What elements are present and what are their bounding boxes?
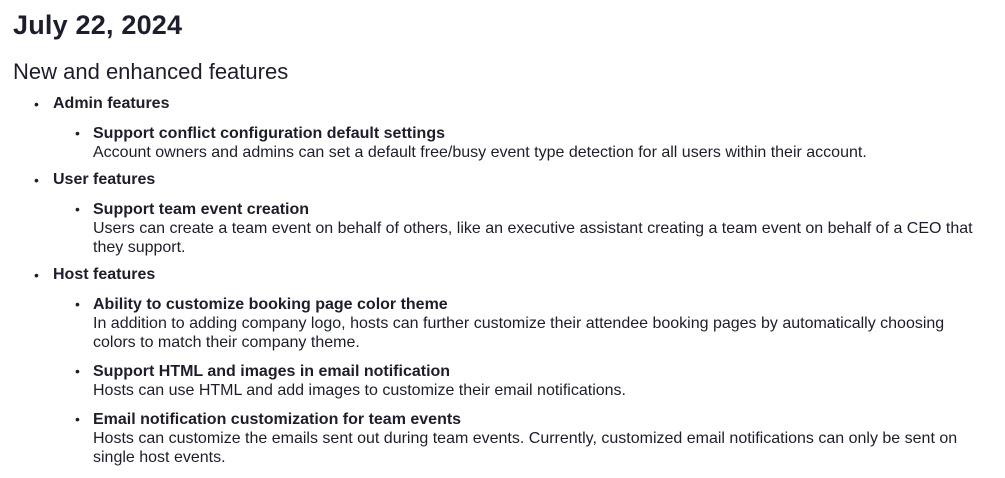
- category-label: Admin features: [53, 95, 170, 112]
- feature-item-list: [53, 295, 1005, 467]
- bullet-icon: •: [75, 411, 80, 427]
- category-label: User features: [53, 171, 156, 188]
- feature-item-title: Support HTML and images in email notification: [93, 363, 451, 380]
- feature-item: [53, 410, 1005, 467]
- feature-item: [53, 362, 1005, 400]
- release-date-title: July 22, 2024: [13, 10, 183, 40]
- feature-item: [53, 124, 1005, 162]
- category-user-features: [13, 170, 1005, 257]
- section-heading: New and enhanced features: [13, 59, 289, 84]
- feature-item-title: Email notification customization for team events: [93, 411, 462, 428]
- feature-item-title: Support conflict configuration default settings: [93, 125, 445, 142]
- feature-item-description: Hosts can use HTML and add images to customize their email notifications.: [93, 382, 626, 399]
- bullet-icon: •: [75, 125, 80, 141]
- bullet-icon: •: [34, 267, 39, 283]
- category-admin-features: [13, 94, 1005, 162]
- feature-item-title: Support team event creation: [93, 201, 310, 218]
- bullet-icon: •: [34, 172, 39, 188]
- feature-item-description: Account owners and admins can set a default free/busy event type detection for all users within their account.: [93, 144, 867, 161]
- feature-item: [53, 295, 1005, 352]
- bullet-icon: •: [75, 296, 80, 312]
- category-host-features: [13, 265, 1005, 467]
- feature-item-description: Hosts can customize the emails sent out during team events. Currently, customized email notifications can only be sent on single host events.: [93, 430, 958, 466]
- feature-item-description: Users can create a team event on behalf of others, like an executive assistant creating a team event on behalf of a CEO that they support.: [93, 220, 973, 256]
- feature-item-description: In addition to adding company logo, hosts can further customize their attendee booking pages by automatically choosing colors to match their company theme.: [93, 315, 945, 351]
- feature-item-title: Ability to customize booking page color theme: [93, 296, 448, 313]
- feature-item-list: [53, 124, 1005, 162]
- bullet-icon: •: [75, 201, 80, 217]
- feature-category-list: [13, 94, 1005, 467]
- feature-item: [53, 200, 1005, 257]
- bullet-icon: •: [34, 96, 39, 112]
- category-label: Host features: [53, 266, 156, 283]
- bullet-icon: •: [75, 363, 80, 379]
- feature-item-list: [53, 200, 1005, 257]
